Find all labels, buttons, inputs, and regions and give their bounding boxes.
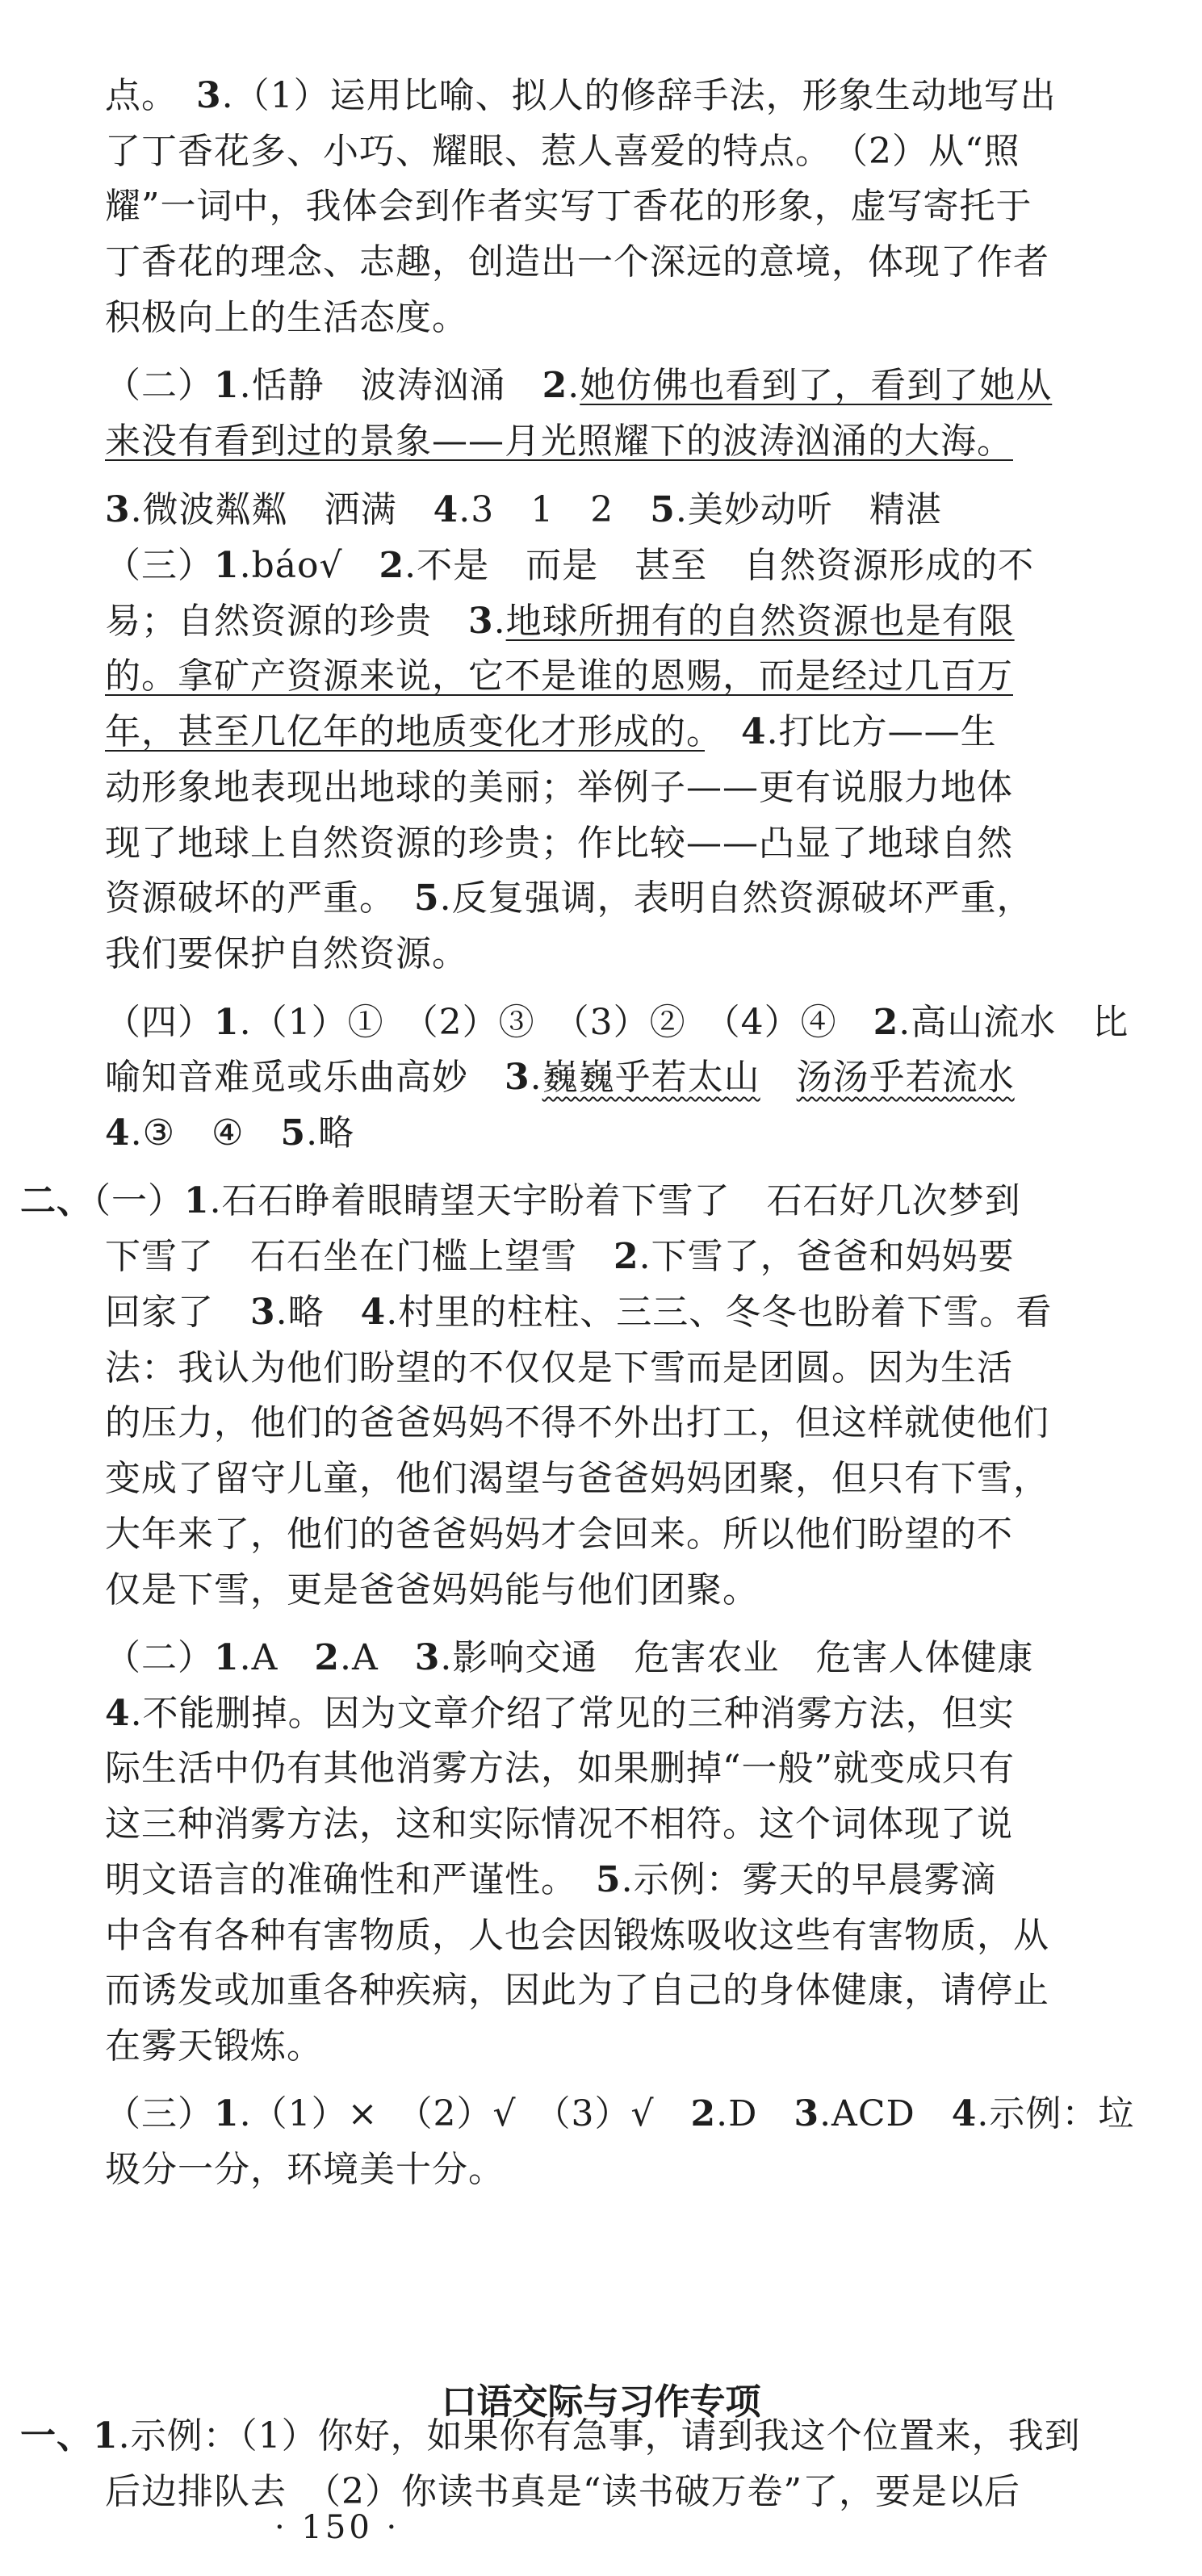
underlined-text: 年，甚至几亿年的地质变化才形成的。 bbox=[105, 711, 705, 752]
question-number: 1 bbox=[214, 545, 240, 586]
text-line bbox=[105, 2092, 1134, 2137]
question-number: 2 bbox=[690, 2093, 717, 2134]
text-segment: 易；自然资源的珍贵 bbox=[105, 601, 468, 642]
text-segment: .高山流水 比 bbox=[898, 1002, 1129, 1043]
question-number: 一、 bbox=[20, 2415, 93, 2457]
question-number: 2 bbox=[873, 1002, 899, 1043]
question-number: 4 bbox=[433, 489, 459, 530]
text-segment: 回家了 bbox=[105, 1292, 250, 1333]
text-line bbox=[105, 488, 942, 533]
text-line bbox=[105, 240, 1049, 285]
text-line bbox=[105, 2147, 505, 2193]
text-line bbox=[105, 1746, 1015, 1791]
text-segment: .略 bbox=[275, 1292, 361, 1333]
question-number: 3 bbox=[794, 2093, 820, 2134]
text-line bbox=[105, 1456, 1049, 1502]
underlined-text: 巍巍乎若太山 bbox=[542, 1057, 760, 1098]
underlined-text: 汤汤乎若流水 bbox=[796, 1057, 1015, 1098]
question-number: 4 bbox=[741, 711, 767, 752]
text-segment: . bbox=[530, 1057, 542, 1098]
text-segment: 圾分一分，环境美十分。 bbox=[105, 2149, 505, 2190]
text-segment: .打比方——生 bbox=[766, 711, 997, 752]
text-line bbox=[105, 543, 1034, 589]
text-segment: .石石睁着眼睛望天宇盼着下雪了 石石好几次梦到 bbox=[209, 1180, 1021, 1221]
text-segment: .（1）① （2）③ （3）② （4）④ bbox=[239, 1002, 873, 1043]
text-segment: .báo√ bbox=[239, 545, 379, 586]
text-line bbox=[105, 1111, 354, 1156]
text-segment: .（1）运用比喻、拟人的修辞手法，形象生动地写出 bbox=[221, 75, 1057, 116]
text-segment: .不能删掉。因为文章介绍了常见的三种消雾方法，但实 bbox=[130, 1693, 1015, 1734]
text-line bbox=[105, 1000, 1129, 1045]
question-number: 1 bbox=[93, 2415, 119, 2457]
text-line bbox=[20, 1179, 1021, 1224]
text-segment: . bbox=[493, 601, 506, 642]
text-line bbox=[105, 1290, 1052, 1335]
text-segment: 在雾天锻炼。 bbox=[105, 2025, 323, 2067]
text-segment: .村里的柱柱、三三、冬冬也盼着下雪。看 bbox=[386, 1292, 1053, 1333]
underlined-text: 的。拿矿产资源来说，它不是谁的恩赐，而是经过几百万 bbox=[105, 656, 1013, 697]
question-number: 3 bbox=[196, 75, 222, 116]
text-segment: 际生活中仍有其他消雾方法，如果删掉“一般”就变成只有 bbox=[105, 1748, 1015, 1789]
text-segment: 变成了留守儿童，他们渴望与爸爸妈妈团聚，但只有下雪， bbox=[105, 1458, 1049, 1499]
question-number: 3 bbox=[505, 1057, 530, 1098]
question-number: 1 bbox=[214, 2093, 240, 2134]
text-line bbox=[105, 184, 1032, 229]
text-segment: 资源破坏的严重。 bbox=[105, 878, 414, 919]
question-number: 5 bbox=[596, 1859, 622, 1900]
text-line bbox=[105, 1055, 1015, 1100]
question-number: 4 bbox=[105, 1112, 131, 1154]
question-number: 1 bbox=[214, 365, 240, 406]
text-segment: 明文语言的准确性和严谨性。 bbox=[105, 1859, 596, 1900]
text-segment: .不是 而是 甚至 自然资源形成的不 bbox=[404, 545, 1035, 586]
text-segment: 的压力，他们的爸爸妈妈不得不外出打工，但这样就使他们 bbox=[105, 1402, 1049, 1443]
text-line bbox=[105, 599, 1015, 644]
question-number: 1 bbox=[214, 1002, 240, 1043]
text-segment: （一） bbox=[93, 1180, 184, 1221]
text-segment: 仅是下雪，更是爸爸妈妈能与他们团聚。 bbox=[105, 1569, 759, 1611]
text-segment: .A bbox=[340, 1637, 415, 1678]
text-line bbox=[105, 129, 1020, 174]
text-segment: 现了地球上自然资源的珍贵；作比较——凸显了地球自然 bbox=[105, 823, 1013, 864]
question-number: 2 bbox=[314, 1637, 341, 1678]
text-segment bbox=[760, 1057, 797, 1098]
question-number: 2 bbox=[614, 1236, 639, 1277]
text-segment: （三） bbox=[105, 545, 214, 586]
text-segment: .示例：垃 bbox=[977, 2093, 1135, 2134]
text-segment: （二） bbox=[105, 365, 214, 406]
text-line bbox=[105, 765, 1013, 810]
question-number: 3 bbox=[250, 1292, 276, 1333]
text-line bbox=[105, 1568, 759, 1613]
page-number: · 150 · bbox=[274, 2509, 400, 2546]
text-segment: .下雪了，爸爸和妈妈要 bbox=[639, 1236, 1015, 1277]
text-segment: （四） bbox=[105, 1002, 214, 1043]
question-number: 二、 bbox=[20, 1180, 93, 1221]
text-segment: .恬静 波涛汹涌 bbox=[239, 365, 542, 406]
text-segment: 耀”一词中，我体会到作者实写丁香花的形象，虚写寄托于 bbox=[105, 186, 1032, 227]
text-line bbox=[105, 821, 1013, 866]
text-segment: 大年来了，他们的爸爸妈妈才会回来。所以他们盼望的不 bbox=[105, 1514, 1013, 1555]
text-segment: 后边排队去 （2）你读书真是“读书破万卷”了，要是以后 bbox=[105, 2471, 1020, 2512]
text-segment: 动形象地表现出地球的美丽；举例子——更有说服力地体 bbox=[105, 767, 1013, 808]
question-number: 2 bbox=[379, 545, 405, 586]
question-number: 4 bbox=[105, 1693, 131, 1734]
question-number: 3 bbox=[414, 1637, 441, 1678]
question-number: 1 bbox=[214, 1637, 240, 1678]
text-line bbox=[105, 1802, 1013, 1847]
text-line bbox=[105, 1234, 1015, 1280]
text-segment: .示例：（1）你好，如果你有急事，请到我这个位置来，我到 bbox=[118, 2415, 1081, 2457]
text-line bbox=[105, 1512, 1013, 1557]
text-segment: 积极向上的生活态度。 bbox=[105, 297, 468, 338]
question-number: 4 bbox=[360, 1292, 387, 1333]
text-segment: （二） bbox=[105, 1637, 214, 1678]
text-segment: .D bbox=[716, 2093, 794, 2134]
text-line bbox=[105, 1636, 1033, 1681]
text-segment: .微波粼粼 洒满 bbox=[130, 489, 433, 530]
text-segment: 中含有各种有害物质，人也会因锻炼吸收这些有害物质，从 bbox=[105, 1915, 1049, 1956]
text-line bbox=[105, 73, 1057, 119]
text-segment: 这三种消雾方法，这和实际情况不相符。这个词体现了说 bbox=[105, 1803, 1013, 1845]
text-segment: .（1）× （2）√ （3）√ bbox=[239, 2093, 691, 2134]
text-segment: 而诱发或加重各种疾病，因此为了自己的身体健康，请停止 bbox=[105, 1970, 1049, 2011]
question-number: 5 bbox=[280, 1112, 307, 1154]
text-segment: .反复强调，表明自然资源破坏严重， bbox=[439, 878, 1033, 919]
text-line bbox=[105, 1346, 1013, 1391]
text-segment bbox=[705, 711, 741, 752]
text-segment: .略 bbox=[306, 1112, 355, 1154]
text-line bbox=[105, 710, 997, 755]
text-segment: 点。 bbox=[105, 75, 196, 116]
text-segment: .示例：雾天的早晨雾滴 bbox=[621, 1859, 997, 1900]
text-segment: .③ ④ bbox=[130, 1112, 281, 1154]
text-segment: 了丁香花多、小巧、耀眼、惹人喜爱的特点。 （2）从“照 bbox=[105, 131, 1020, 172]
text-segment: 丁香花的理念、志趣，创造出一个深远的意境，体现了作者 bbox=[105, 241, 1049, 283]
text-line bbox=[105, 1968, 1049, 2013]
text-line bbox=[105, 1401, 1049, 1446]
text-segment: .ACD bbox=[819, 2093, 952, 2134]
question-number: 5 bbox=[650, 489, 676, 530]
underlined-text: 地球所拥有的自然资源也是有限 bbox=[505, 601, 1015, 642]
underlined-text: 她仿佛也看到了，看到了她从 bbox=[580, 365, 1053, 406]
text-segment: .3 1 2 bbox=[459, 489, 651, 530]
section-title: 口语交际与习作专项 bbox=[441, 2381, 761, 2423]
text-segment: .A bbox=[239, 1637, 315, 1678]
text-segment: .美妙动听 精湛 bbox=[675, 489, 942, 530]
question-number: 5 bbox=[414, 878, 440, 919]
text-line bbox=[105, 295, 468, 341]
text-segment: 下雪了 石石坐在门槛上望雪 bbox=[105, 1236, 614, 1277]
text-segment: . bbox=[567, 365, 580, 406]
question-number: 2 bbox=[542, 365, 568, 406]
question-number: 1 bbox=[184, 1180, 210, 1221]
question-number: 3 bbox=[105, 489, 131, 530]
text-segment: 我们要保护自然资源。 bbox=[105, 933, 468, 974]
text-segment: （三） bbox=[105, 2093, 214, 2134]
text-line bbox=[105, 2024, 323, 2069]
text-line bbox=[105, 363, 1052, 408]
underlined-text: 来没有看到过的景象——月光照耀下的波涛汹涌的大海。 bbox=[105, 421, 1013, 462]
text-line bbox=[105, 932, 468, 977]
text-line bbox=[105, 1858, 997, 1903]
question-number: 4 bbox=[951, 2093, 978, 2134]
text-line bbox=[105, 876, 1033, 921]
text-segment: .影响交通 危害农业 危害人体健康 bbox=[440, 1637, 1034, 1678]
text-line bbox=[105, 2469, 1020, 2515]
text-line bbox=[105, 419, 1013, 464]
text-segment: 喻知音难觅或乐曲高妙 bbox=[105, 1057, 505, 1098]
text-segment: 法：我认为他们盼望的不仅仅是下雪而是团圆。因为生活 bbox=[105, 1347, 1013, 1389]
text-line bbox=[105, 654, 1013, 699]
text-line bbox=[105, 1913, 1049, 1958]
text-line bbox=[105, 1691, 1015, 1736]
question-number: 3 bbox=[468, 601, 494, 642]
